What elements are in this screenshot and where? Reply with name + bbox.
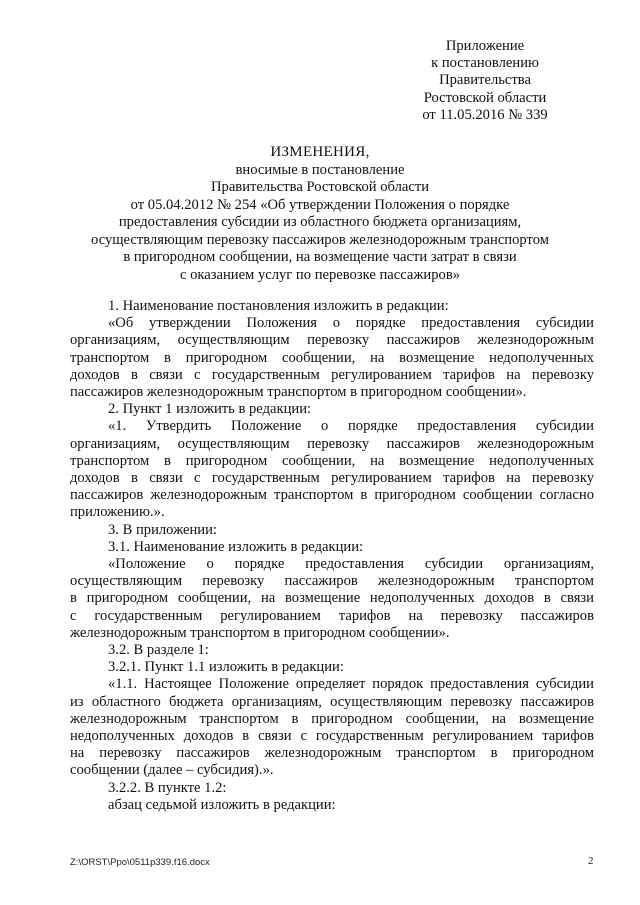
body-line: «Положение о порядке предоставления субсидии организациям, <box>108 556 594 573</box>
body-line: 3.2.2. В пункте 1.2: <box>108 779 227 796</box>
body-line: 3.1. Наименование изложить в редакции: <box>108 538 364 555</box>
body-line: «Об утверждении Положения о порядке предоставления субсидии <box>108 315 594 332</box>
body-line: из областного бюджета организациям, осуществляющим перевозку пассажиров <box>70 693 594 710</box>
title-line: предоставления субсидии из областного бюджета организациям, <box>118 214 522 230</box>
body-line: 2. Пункт 1 изложить в редакции: <box>108 401 312 418</box>
body-line: транспортом в пригородном сообщении, на возмещение недополученных <box>70 349 594 366</box>
body-line: 3. В приложении: <box>108 521 217 538</box>
title-line: вносимые в постановление <box>235 161 405 178</box>
title-block <box>70 144 570 284</box>
body-line: с государственным регулированием тарифов на перевозку пассажиров <box>70 607 594 624</box>
body-line: «1. Утвердить Положение о порядке предоставления субсидии <box>108 418 594 435</box>
document-title: ИЗМЕНЕНИЯ, <box>270 144 370 160</box>
body-line: недополученных доходов в связи с государственным регулированием тарифов <box>70 728 594 745</box>
title-line: в пригородном сообщении, на возмещение части затрат в связи <box>123 249 517 265</box>
body-line: сообщении (далее – субсидия).». <box>70 762 274 779</box>
body-line: в пригородном сообщении, на возмещение недополученных доходов в связи <box>70 590 594 607</box>
body-line: железнодорожным транспортом в пригородном сообщении, на возмещение <box>70 710 594 727</box>
body-line: «1.1. Настоящее Положение определяет порядок предоставления субсидии <box>108 676 594 693</box>
body-line: 3.2.1. Пункт 1.1 изложить в редакции: <box>108 659 344 676</box>
body-line: пассажиров железнодорожным транспортом в пригородном сообщении». <box>70 384 527 401</box>
body-line: на перевозку пассажиров железнодорожным транспортом в пригородном <box>70 745 594 762</box>
body-line: транспортом в пригородном сообщении, на возмещение недополученных <box>70 452 594 469</box>
body-line: организациям, осуществляющим перевозку пассажиров железнодорожным <box>70 332 594 349</box>
body-line: 1. Наименование постановления изложить в редакции: <box>108 298 449 314</box>
title-line: с оказанием услуг по перевозке пассажиров» <box>179 266 461 283</box>
title-line: от 05.04.2012 № 254 «Об утверждении Положения о порядке <box>130 196 510 213</box>
page-number: 2 <box>588 855 594 867</box>
body-line: железнодорожным транспортом в пригородном сообщении». <box>70 624 450 641</box>
body-line: доходов в связи с государственным регулированием тарифов на перевозку <box>70 470 594 487</box>
appendix-line: Ростовской области <box>423 89 547 106</box>
file-path: Z:\ORST\Ppo\0511p339.f16.docx <box>70 857 210 868</box>
appendix-line: от 11.05.2016 № 339 <box>422 106 548 123</box>
body-line: приложению.». <box>70 504 165 521</box>
body-line: пассажиров железнодорожным транспортом в пригородном сообщении согласно <box>70 487 594 504</box>
title-line: Правительства Ростовской области <box>210 179 430 195</box>
title-line: осуществляющим перевозку пассажиров железнодорожным транспортом <box>91 231 549 248</box>
appendix-line: к постановлению <box>431 55 539 72</box>
body-line: 3.2. В разделе 1: <box>108 642 209 659</box>
body-line: организациям, осуществляющим перевозку пассажиров железнодорожным <box>70 435 594 452</box>
body-line: осуществляющим перевозку пассажиров железнодорожным транспортом <box>70 573 594 590</box>
document-body <box>70 298 594 814</box>
body-line: доходов в связи с государственным регулированием тарифов на перевозку <box>70 366 594 383</box>
appendix-line: Приложение <box>445 38 525 54</box>
body-line: абзац седьмой изложить в редакции: <box>108 796 336 813</box>
appendix-line: Правительства <box>439 72 531 89</box>
appendix-block <box>380 38 590 124</box>
